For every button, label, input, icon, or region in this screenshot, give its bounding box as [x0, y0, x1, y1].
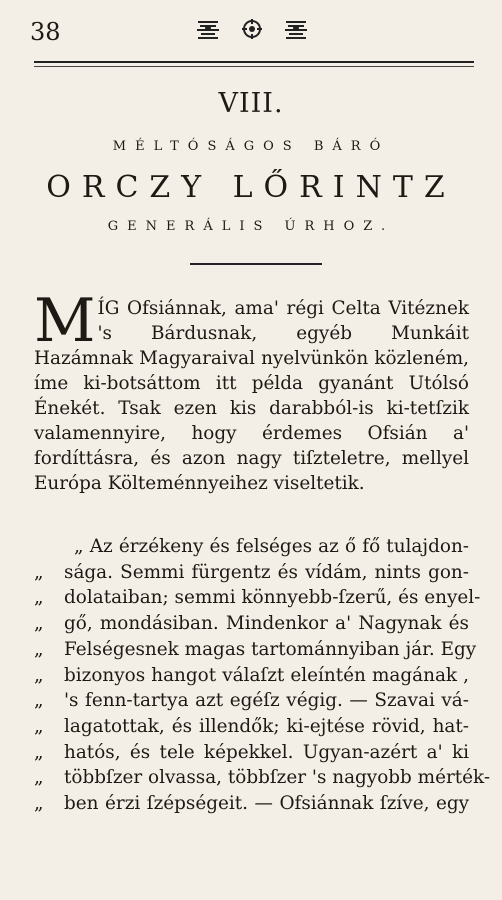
quote-text: gő, mondásiban. Mindenkor a' Nagynak és: [64, 613, 469, 635]
ornament-icon: [239, 18, 265, 40]
title-rule: [190, 263, 322, 265]
body-paragraph: [34, 286, 469, 496]
quote-line: [34, 663, 469, 689]
quote-text: bizonyos hangot válaſzt eleíntén magának ,: [64, 664, 469, 686]
quote-line: [34, 688, 469, 714]
quote-text: ben érzi ſzépségeit. — Ofsiánnak ſzíve, egy: [64, 793, 469, 815]
quote-line: [34, 714, 469, 740]
ornament-icon: [283, 18, 309, 40]
ornament-icon: [195, 18, 221, 40]
page-number: 38: [30, 18, 61, 46]
quote-mark: „: [34, 767, 44, 789]
quote-line: [34, 637, 477, 663]
title-line-2: ORCZY LŐRINTZ: [46, 170, 456, 205]
quote-text: lagatottak, és illendők; ki-ejtése rövid, hat-: [64, 715, 469, 737]
quote-line: [34, 765, 491, 791]
quote-mark: „: [34, 741, 44, 763]
quote-mark: „: [34, 613, 44, 635]
quote-text: dolataiban; semmi könnyebb-ſzerű, és enyel-: [64, 587, 481, 609]
title-line-3: GENERÁLIS ÚRHOZ.: [107, 219, 395, 234]
quote-line: [34, 534, 469, 560]
quote-mark: „: [34, 561, 44, 583]
quote-line: [34, 611, 469, 637]
quote-mark: „: [34, 715, 44, 737]
quote-line: [34, 585, 481, 611]
title-line-1: MÉLTÓSÁGOS BÁRÓ: [112, 139, 390, 154]
quotation-block: [34, 534, 491, 817]
quote-text: Felségesnek magas tartománnyiban jár. Egy: [64, 638, 477, 660]
quote-text: 's fenn-tartya azt egéſz végig. — Szavai vá-: [64, 690, 469, 712]
quote-text: „ Az érzékeny és felséges az ő fő tulajdon-: [74, 536, 469, 557]
quote-mark: „: [34, 793, 44, 815]
chapter-number: VIII.: [218, 88, 284, 119]
quote-mark: „: [34, 690, 44, 712]
header-ornament: [195, 18, 309, 40]
quote-mark: „: [34, 638, 44, 660]
quote-line: [34, 791, 469, 817]
quote-line: [34, 560, 469, 586]
quote-mark: „: [34, 587, 44, 609]
paragraph-text: ÍG Ofsiánnak, ama' régi Celta Vitéznek 's Bárdusnak, egyéb Munkáit Hazámnak Magyaraival nyelvünkön közleném, íme ki-botsáttom itt példa gyanánt Utólsó Énekét. Tsak ezen kis darabból-is ki-tetſzik valamennyire, hogy érdemes Ofsián a' fordíttásra, és azon nagy tiſzteletre, mellyel Európa Költeménnyeihez viseltetik.: [34, 298, 469, 494]
header-rule-thin: [34, 66, 474, 67]
quote-text: sága. Semmi fürgentz és vídám, nints gon-: [64, 561, 469, 583]
quote-text: hatós, és tele képekkel. Ugyan-azért a' ki: [64, 741, 469, 763]
quote-mark: [34, 534, 64, 560]
drop-cap: M: [34, 286, 96, 356]
quote-line: [34, 740, 469, 766]
quote-text: többſzer olvassa, többſzer 's nagyobb mérték-: [64, 767, 491, 789]
header-rule: [34, 61, 474, 63]
quote-mark: „: [34, 664, 44, 686]
